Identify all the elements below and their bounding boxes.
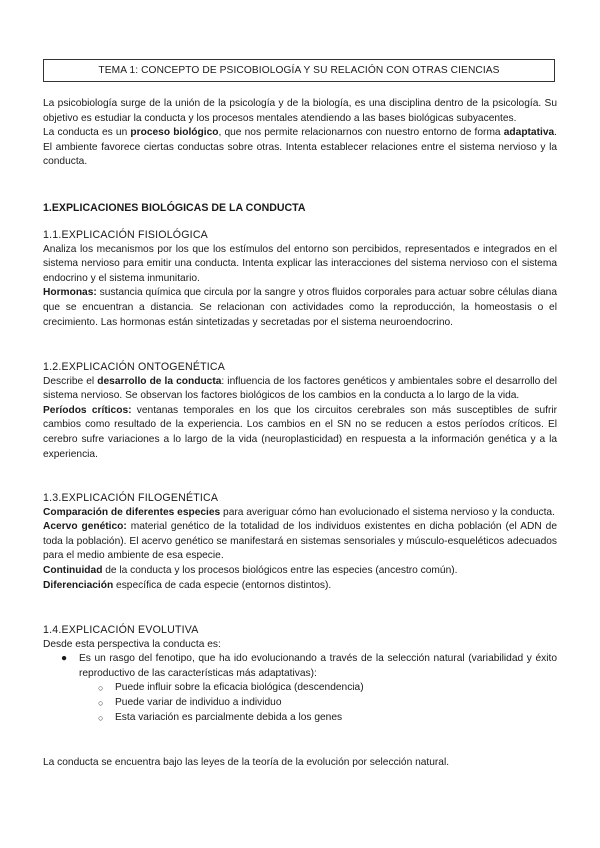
diferenciacion-paragraph: Diferenciación específica de cada especie (entornos distintos). <box>43 579 332 591</box>
section-1-2-heading: 1.2.EXPLICACIÓN ONTOGENÉTICA <box>43 361 226 373</box>
list-item: ● Es un rasgo del fenotipo, que ha ido evolucionando a través de la selección natural (variabilidad y éxito reproductivo de las características más adaptativas): <box>61 653 557 679</box>
acervo-genetico-paragraph: Acervo genético: material genético de la totalidad de los individuos existentes en dicha población (el ADN de toda la población). El acervo genético se manifestará en sistemas sensoriales y músculo-esqueléticos adecuados para el medio ambiente de esa especie. <box>43 521 557 562</box>
continuidad-paragraph: Continuidad de la conducta y los procesos biológicos entre las especies (ancestro común). <box>43 564 458 576</box>
section-1-4-heading: 1.4.EXPLICACIÓN EVOLUTIVA <box>43 624 199 636</box>
section-1-1 <box>43 228 557 330</box>
circle-bullet-icon: ○ <box>98 697 104 708</box>
intro-section <box>43 97 557 170</box>
section-1-4 <box>43 623 557 725</box>
page-title: TEMA 1: CONCEPTO DE PSICOBIOLOGÍA Y SU RELACIÓN CON OTRAS CIENCIAS <box>43 59 555 82</box>
intro-paragraph-2: La conducta es un proceso biológico, que nos permite relacionarnos con nuestro entorno de forma adaptativa. El ambiente favorece ciertas conductas sobre otras. Intenta establecer relaciones entre el sistema nervioso y la conducta. <box>43 127 557 168</box>
circle-bullet-icon: ○ <box>98 712 104 723</box>
intro-paragraph-1: La psicobiología surge de la unión de la psicología y de la biología, es una disciplina dentro de la psicología. Su objetivo es estudiar la conducta y los procesos mentales atendiendo a las bases biológicas subyacentes. <box>43 98 557 124</box>
list-item: ○ Esta variación es parcialmente debida a los genes <box>43 711 557 726</box>
section-1-3-heading: 1.3.EXPLICACIÓN FILOGENÉTICA <box>43 492 219 504</box>
periodos-criticos-paragraph: Períodos críticos: ventanas temporales en los que los circuitos cerebrales son más susceptibles de sufrir cambios como resultado de la experiencia. Los cambios en el SN no se reducen a estos períodos críticos. El cerebro sufre variaciones a lo largo de la vida (neuroplasticidad) en respuesta a la información genética y a la experiencia. <box>43 404 557 460</box>
closing-paragraph: La conducta se encuentra bajo las leyes de la teoría de la evolución por selección natural. <box>43 757 450 768</box>
list-item: ○ Puede influir sobre la eficacia biológica (descendencia) <box>43 681 557 696</box>
bullet-icon: ● <box>61 653 68 665</box>
evolutiva-list <box>43 652 557 725</box>
comparacion-paragraph: Comparación de diferentes especies para averiguar cómo han evolucionado el sistema nervioso y la conducta. <box>43 506 555 518</box>
desarrollo-paragraph: Describe el desarrollo de la conducta: influencia de los factores genéticos y ambientales sobre el desarrollo del sistema nervioso. Se observan los factores biológicos de los cambios en la conducta a lo largo de la vida. <box>43 375 557 402</box>
evolutiva-intro: Desde esta perspectiva la conducta es: <box>43 638 221 650</box>
section-1-2 <box>43 360 557 462</box>
circle-bullet-icon: ○ <box>98 683 104 694</box>
hormonas-paragraph: Hormonas: sustancia química que circula por la sangre y otros fluidos corporales para actuar sobre células diana que se encuentran a distancia. Se relacionan con actividades como la reproducción, la homeostasis o el crecimiento. Las hormonas están sintetizadas y secretadas por el sistema neuroendocrino. <box>43 287 557 328</box>
section-1-title: 1.EXPLICACIONES BIOLÓGICAS DE LA CONDUCTA <box>43 202 306 214</box>
section-1-1-paragraph: Analiza los mecanismos por los que los estímulos del entorno son percibidos, representados e integrados en el sistema nervioso para emitir una conducta. Intenta explicar las interacciones del sistema nervioso con el sistema endocrino y el sistema inmunitario. <box>43 243 557 284</box>
list-item: ○ Puede variar de individuo a individuo <box>43 696 557 711</box>
section-1-3 <box>43 491 557 593</box>
section-1-1-heading: 1.1.EXPLICACIÓN FISIOLÓGICA <box>43 229 208 241</box>
